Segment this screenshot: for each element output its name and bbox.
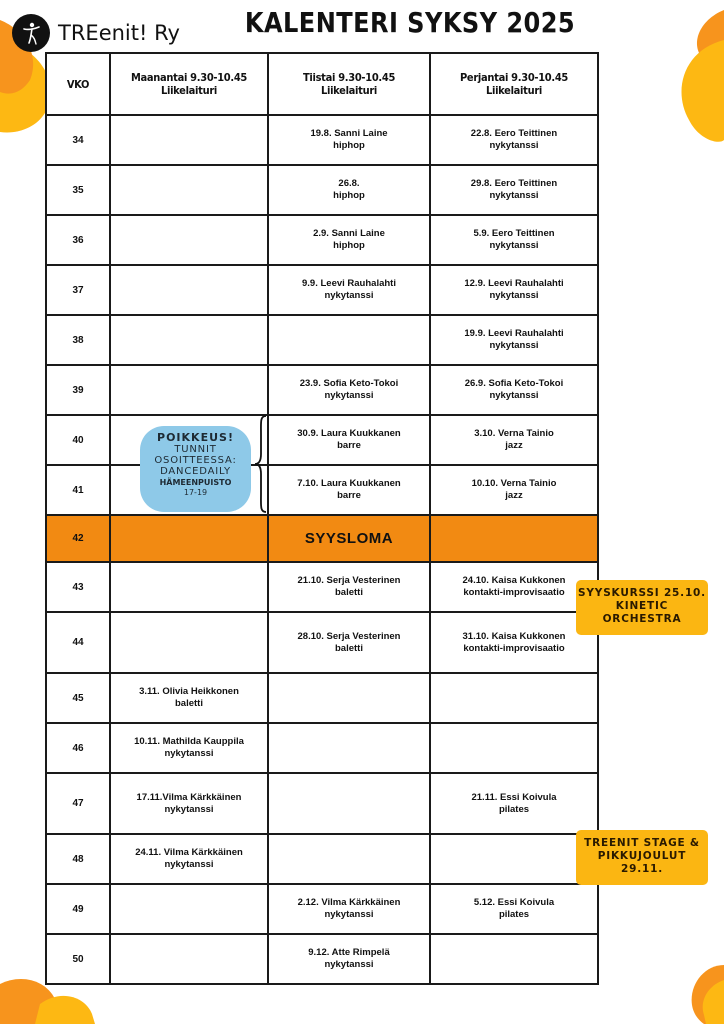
- class-date-teacher: 19.9. Leevi Rauhalahti: [464, 328, 564, 339]
- class-style: hiphop: [333, 140, 365, 151]
- class-date-teacher: 30.9. Laura Kuukkanen: [297, 428, 401, 439]
- table-row: [46, 515, 598, 562]
- class-cell-fri: [430, 115, 598, 165]
- class-date-teacher: 28.10. Serja Vesterinen: [297, 630, 401, 642]
- class-cell-tue: [268, 884, 430, 934]
- class-style: jazz: [505, 490, 523, 501]
- table-row: [46, 115, 598, 165]
- table-row: [46, 934, 598, 984]
- class-date-teacher: 17.11.Vilma Kärkkäinen: [136, 791, 242, 803]
- class-cell-mon: [110, 365, 268, 415]
- table-row: [46, 415, 598, 465]
- corner-decoration-bottom-right: [664, 960, 724, 1024]
- class-date-teacher: 2.12. Vilma Kärkkäinen: [297, 897, 401, 908]
- curly-brace: [254, 414, 268, 514]
- column-header-friday: Perjantai 9.30-10.45 Liikelaituri: [430, 53, 598, 115]
- note-line: 29.11.: [620, 863, 663, 875]
- class-cell-mon: [110, 265, 268, 315]
- class-cell-mon: [110, 215, 268, 265]
- class-cell-tue: [268, 165, 430, 215]
- table-row: [46, 465, 598, 515]
- class-date-teacher: 22.8. Eero Teittinen: [470, 128, 558, 139]
- class-date-teacher: 7.10. Laura Kuukkanen: [297, 478, 401, 489]
- logo-text: TREenit! Ry: [58, 21, 180, 45]
- class-date-teacher: 2.9. Sanni Laine: [313, 228, 385, 239]
- week-number: 46: [46, 723, 110, 773]
- class-style: baletti: [175, 698, 203, 709]
- class-date-teacher: 21.11. Essi Koivula: [471, 791, 557, 803]
- calendar-table: [45, 52, 599, 985]
- class-cell-tue: [268, 773, 430, 834]
- week-number: 38: [46, 315, 110, 365]
- class-cell-tue: [268, 465, 430, 515]
- table-row: [46, 562, 598, 612]
- class-cell-fri: [430, 723, 598, 773]
- class-cell-tue: [268, 415, 430, 465]
- class-cell-fri: [430, 265, 598, 315]
- week-number: 48: [46, 834, 110, 884]
- week-number: 34: [46, 115, 110, 165]
- class-style: nykytanssi: [489, 290, 539, 301]
- class-style: pilates: [498, 803, 530, 815]
- class-cell-fri: [430, 165, 598, 215]
- column-header-week: VKO: [46, 53, 110, 115]
- class-cell-fri: [430, 773, 598, 834]
- note-line: ORCHESTRA: [602, 613, 682, 625]
- class-cell-fri: [430, 562, 598, 612]
- class-cell-tue: [268, 673, 430, 723]
- class-style: nykytanssi: [489, 340, 539, 351]
- class-cell-fri: [430, 215, 598, 265]
- week-number: 50: [46, 934, 110, 984]
- logo: [12, 14, 180, 52]
- week-number: 42: [46, 515, 110, 562]
- week-number: 49: [46, 884, 110, 934]
- vacation-label: SYYSLOMA: [268, 515, 430, 562]
- table-row: [46, 215, 598, 265]
- class-date-teacher: 26.9. Sofia Keto-Tokoi: [464, 378, 564, 389]
- class-date-teacher: 3.11. Olivia Heikkonen: [139, 686, 239, 697]
- class-style: nykytanssi: [489, 190, 539, 201]
- class-style: pilates: [498, 909, 530, 920]
- table-row: [46, 265, 598, 315]
- class-cell-tue: [268, 723, 430, 773]
- class-date-teacher: 5.12. Essi Koivula: [473, 897, 555, 908]
- class-cell-fri: [430, 884, 598, 934]
- class-style: barre: [337, 490, 361, 501]
- table-row: [46, 884, 598, 934]
- class-cell-mon: [110, 884, 268, 934]
- class-date-teacher: 24.10. Kaisa Kukkonen: [462, 575, 566, 586]
- class-cell-tue: [268, 834, 430, 884]
- class-cell-tue: [268, 315, 430, 365]
- class-date-teacher: 10.11. Mathilda Kauppila: [134, 736, 244, 747]
- table-row: [46, 365, 598, 415]
- vacation-cell-monday: [110, 515, 268, 562]
- class-cell-mon: [110, 165, 268, 215]
- class-cell-tue: [268, 115, 430, 165]
- class-date-teacher: 31.10. Kaisa Kukkonen: [462, 630, 566, 642]
- bubble-line: DANCEDAILY: [160, 466, 231, 477]
- class-style: nykytanssi: [164, 803, 214, 815]
- class-date-teacher: 24.11. Vilma Kärkkäinen: [135, 847, 243, 858]
- note-line: PIKKUJOULUT: [597, 850, 687, 862]
- note-stage-party: [576, 830, 708, 885]
- dancer-icon: [12, 14, 50, 52]
- exception-bubble: [140, 426, 251, 512]
- class-date-teacher: 3.10. Verna Tainio: [474, 428, 554, 439]
- table-row: [46, 315, 598, 365]
- class-cell-fri: [430, 415, 598, 465]
- bubble-line: TUNNIT: [174, 444, 217, 455]
- note-line: KINETIC: [615, 600, 669, 612]
- corner-decoration-top-right: [664, 0, 724, 150]
- class-cell-mon: [110, 115, 268, 165]
- class-style: nykytanssi: [489, 240, 539, 251]
- note-line: SYYSKURSSI 25.10.: [578, 587, 706, 599]
- week-number: 41: [46, 465, 110, 515]
- class-date-teacher: 12.9. Leevi Rauhalahti: [464, 278, 564, 289]
- class-date-teacher: 21.10. Serja Vesterinen: [297, 575, 401, 586]
- week-number: 39: [46, 365, 110, 415]
- class-style: nykytanssi: [164, 748, 214, 759]
- class-cell-fri: [430, 834, 598, 884]
- class-date-teacher: 9.12. Atte Rimpelä: [308, 947, 390, 958]
- class-cell-fri: [430, 673, 598, 723]
- class-style: nykytanssi: [324, 390, 374, 401]
- class-cell-tue: [268, 365, 430, 415]
- column-header-monday: Maanantai 9.30-10.45 Liikelaituri: [110, 53, 268, 115]
- class-cell-mon: [110, 315, 268, 365]
- class-date-teacher: 5.9. Eero Teittinen: [473, 228, 555, 239]
- class-style: jazz: [505, 440, 523, 451]
- table-row: [46, 773, 598, 834]
- bubble-line: POIKKEUS!: [157, 431, 234, 444]
- table-row: [46, 612, 598, 673]
- class-style: barre: [337, 440, 361, 451]
- week-number: 37: [46, 265, 110, 315]
- class-date-teacher: 23.9. Sofia Keto-Tokoi: [299, 378, 399, 389]
- table-row: [46, 165, 598, 215]
- week-number: 40: [46, 415, 110, 465]
- week-number: 45: [46, 673, 110, 723]
- class-cell-tue: [268, 612, 430, 673]
- class-cell-tue: [268, 562, 430, 612]
- class-style: nykytanssi: [324, 290, 374, 301]
- class-style: nykytanssi: [324, 909, 374, 920]
- note-autumn-course: [576, 580, 708, 635]
- class-cell-tue: [268, 934, 430, 984]
- class-date-teacher: 10.10. Verna Tainio: [471, 478, 557, 489]
- table-header-row: [46, 53, 598, 115]
- class-style: kontakti-improvisaatio: [463, 642, 565, 654]
- class-cell-fri: [430, 465, 598, 515]
- class-cell-tue: [268, 265, 430, 315]
- bubble-line: HÄMEENPUISTO: [159, 478, 232, 487]
- bubble-line: 17-19: [183, 488, 208, 497]
- class-cell-fri: [430, 934, 598, 984]
- class-style: hiphop: [333, 190, 365, 201]
- column-header-tuesday: Tiistai 9.30-10.45 Liikelaituri: [268, 53, 430, 115]
- class-cell-mon: [110, 723, 268, 773]
- table-row: [46, 834, 598, 884]
- class-date-teacher: 26.8.: [338, 178, 360, 189]
- vacation-cell-friday: [430, 515, 598, 562]
- table-row: [46, 723, 598, 773]
- week-number: 36: [46, 215, 110, 265]
- week-number: 47: [46, 773, 110, 834]
- class-style: nykytanssi: [164, 859, 214, 870]
- week-number: 43: [46, 562, 110, 612]
- bubble-line: OSOITTEESSA:: [154, 455, 237, 466]
- class-style: baletti: [335, 642, 363, 654]
- class-date-teacher: 9.9. Leevi Rauhalahti: [302, 278, 396, 289]
- note-line: TREENIT STAGE &: [584, 837, 700, 849]
- class-cell-mon: [110, 612, 268, 673]
- table-row: [46, 673, 598, 723]
- class-cell-mon: [110, 562, 268, 612]
- class-cell-fri: [430, 365, 598, 415]
- page-title: KALENTERI SYKSY 2025: [244, 6, 576, 39]
- class-date-teacher: 29.8. Eero Teittinen: [470, 178, 558, 189]
- class-cell-tue: [268, 215, 430, 265]
- class-style: hiphop: [333, 240, 365, 251]
- class-cell-mon: [110, 934, 268, 984]
- class-style: nykytanssi: [324, 959, 374, 970]
- calendar-body: [46, 115, 598, 984]
- class-cell-mon: [110, 834, 268, 884]
- class-style: nykytanssi: [489, 140, 539, 151]
- class-style: nykytanssi: [489, 390, 539, 401]
- week-number: 44: [46, 612, 110, 673]
- week-number: 35: [46, 165, 110, 215]
- class-cell-fri: [430, 315, 598, 365]
- class-date-teacher: 19.8. Sanni Laine: [310, 128, 388, 139]
- class-style: kontakti-improvisaatio: [463, 587, 565, 598]
- class-cell-mon: [110, 673, 268, 723]
- class-cell-fri: [430, 612, 598, 673]
- class-style: baletti: [335, 587, 363, 598]
- class-cell-mon: [110, 773, 268, 834]
